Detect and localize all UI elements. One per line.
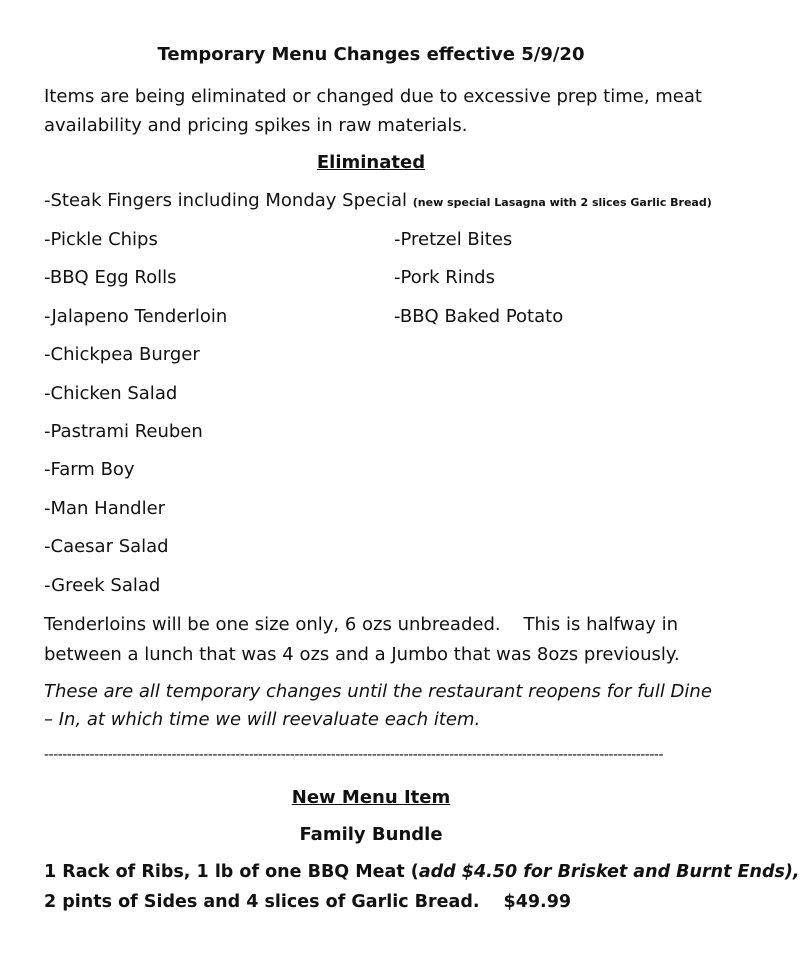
temporary-note-line-2: – In, at which time we will reevaluate each item. [44, 709, 481, 730]
eliminated-item-jalapeno-tenderloin: -Jalapeno Tenderloin [44, 306, 228, 327]
steak-fingers-label: -Steak Fingers including Monday Special [44, 190, 413, 211]
new-item-name: Family Bundle [299, 824, 443, 845]
eliminated-item-bbq-baked-potato: -BBQ Baked Potato [394, 306, 564, 327]
new-item-heading: New Menu Item [291, 787, 451, 808]
page-title: Temporary Menu Changes effective 5/9/20 [157, 44, 585, 65]
eliminated-item-greek-salad: -Greek Salad [44, 575, 161, 596]
eliminated-heading: Eliminated [316, 152, 426, 173]
eliminated-item-bbq-egg-rolls: -BBQ Egg Rolls [44, 267, 177, 288]
eliminated-item-caesar-salad: -Caesar Salad [44, 536, 169, 557]
eliminated-item-farm-boy: -Farm Boy [44, 459, 135, 480]
bundle-description-line-1 [44, 862, 800, 882]
eliminated-item-pretzel-bites: -Pretzel Bites [394, 229, 513, 250]
intro-line-2: availability and pricing spikes in raw materials. [44, 115, 468, 136]
bundle-contents: 1 Rack of Ribs, 1 lb of one BBQ Meat ( [44, 862, 419, 882]
eliminated-item-pickle-chips: -Pickle Chips [44, 229, 158, 250]
eliminated-item-man-handler: -Man Handler [44, 498, 166, 519]
tenderloin-note-line-1: Tenderloins will be one size only, 6 ozs unbreaded. This is halfway in [44, 614, 679, 635]
monday-special-note: (new special Lasagna with 2 slices Garlic Bread) [412, 196, 712, 209]
eliminated-item-pastrami-reuben: -Pastrami Reuben [44, 421, 203, 442]
bundle-sides: 2 pints of Sides and 4 slices of Garlic Bread. [44, 892, 480, 912]
eliminated-item-chicken-salad: -Chicken Salad [44, 383, 178, 404]
brisket-upcharge-note: add $4.50 for Brisket and Burnt Ends), [418, 862, 800, 882]
intro-line-1: Items are being eliminated or changed due to excessive prep time, meat [44, 86, 702, 107]
bundle-price: $49.99 [503, 892, 572, 912]
dashed-divider: ---------------------------------------------------------------------------------------------------------------------------------------- [44, 747, 664, 763]
eliminated-item-pork-rinds: -Pork Rinds [394, 267, 495, 288]
temporary-note-line-1: These are all temporary changes until the restaurant reopens for full Dine [44, 681, 712, 702]
eliminated-item-chickpea-burger: -Chickpea Burger [44, 344, 200, 365]
bundle-description-line-2 [44, 892, 571, 912]
tenderloin-note-line-2: between a lunch that was 4 ozs and a Jumbo that was 8ozs previously. [44, 644, 680, 665]
steak-fingers-item [44, 190, 712, 211]
